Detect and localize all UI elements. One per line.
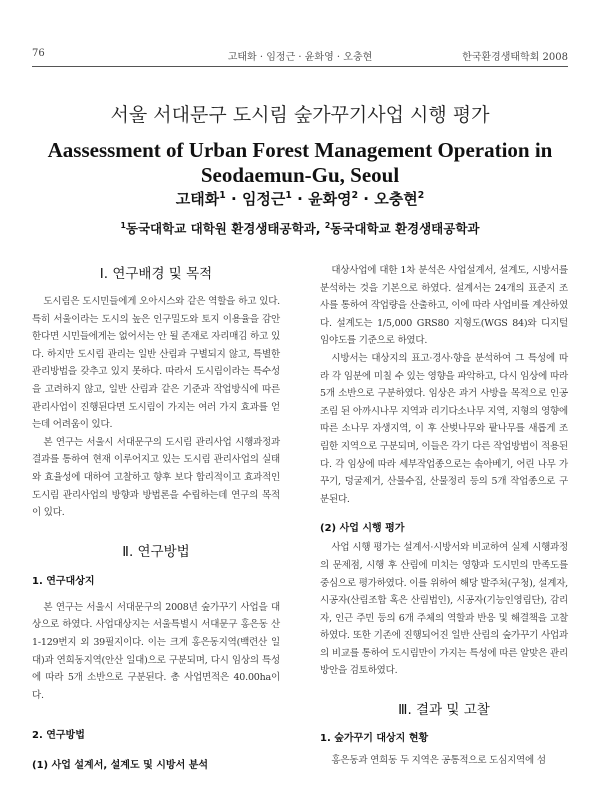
section-1-paragraph-1: 도시림은 도시민들에게 오아시스와 같은 역할을 하고 있다. 특히 서울이라는 도시의 높은 인구밀도와 토지 이용율을 감안한다면 시민들에게는 없어서는 안 될 존재로 자리매김 하고 있다. 하지만 도시림 관리는 일반 산림과 구별되지 않고, 특별한 관리방법을 갖추고 있지 못하다. 따라서 도시림이라는 특수성을 고려하지 않고, 일반 산림과 같은 기준과 작업방식에 따른 관리사업이 진행된다면 도시림이 가지는 여러 가지 효과를 얻는데 어려움이 있다.: [32, 296, 280, 431]
right-column: [320, 262, 568, 770]
right-paragraph-3: 사업 시행 평가는 설계서·시방서와 비교하여 실제 시행과정의 문제점, 시행 후 산림에 미치는 영향과 도시민의 만족도를 중심으로 평가하였다. 이를 위하여 해당 발주처(구청), 설계자, 시공자(산림조합 혹은 산림법인), 시공자(기능인영림단), 감리자, 인근 주민 등의 6개 주체의 역할과 반응 및 해결책을 고찰하였다. 또한 기존에 진행되어진 일반 산림의 숲가꾸기 사업과의 비교를 통하여 도시림만이 가지는 특성에 따른 알맞은 관리방안을 검토하였다.: [320, 542, 568, 677]
running-header-journal: 한국환경생태학회 2008: [462, 52, 568, 63]
english-title: [0, 138, 600, 188]
affiliations: [0, 219, 600, 237]
subsection-2-heading: 2. 연구방법: [32, 730, 85, 742]
author-name: 윤화영: [308, 190, 352, 208]
right-paragraph-2: 시방서는 대상지의 표고·경사·향을 분석하여 그 특성에 따라 각 임분에 미칠 수 있는 영향을 파악하고, 다시 임상에 따라 5개 소반으로 구분하였다. 임상은 과거 사방을 목적으로 인공조림 된 아까시나무 지역과 리기다소나무 지역, 지형의 영향에 따른 소나무 자생지역, 이 후 산벚나무와 팥나무를 새롭게 조림한 지역으로 구분되며, 이들은 각기 다른 작업방법이 적용된다. 각 임상에 따라 세부작업종으로는 솎아베기, 어린 나무 가꾸기, 덩굴제거, 산물수집, 산물정리 등의 5개 작업종으로 구분된다.: [320, 352, 568, 505]
subsection-2-2-heading: (2) 사업 시행 평가: [320, 523, 405, 535]
right-paragraph-1: 대상사업에 대한 1차 분석은 사업설계서, 설계도, 시방서를 분석하는 것을 기본으로 하였다. 설계서는 24개의 표준지 조사를 통하여 작업량을 산출하고, 이에 따라 사업비를 계산하였다. 설계도는 1/5,000 GRS80 지형도(WGS 84)와 디지털 임야도를 기준으로 하였다.: [320, 265, 568, 347]
author-sup: 1: [285, 190, 292, 201]
right-paragraph-4: 홍은동과 연희동 두 지역은 공통적으로 도심지역에 섬: [331, 755, 546, 767]
subsection-3-1-heading: 1. 숲가꾸기 대상지 현황: [320, 733, 429, 745]
left-column: [32, 262, 280, 771]
author-sup: 2: [351, 190, 359, 201]
author-name: 임정근: [241, 190, 286, 208]
separator: ·: [297, 190, 303, 208]
separator: ·: [363, 190, 369, 208]
affiliation-2: 동국대학교 환경생태공학과: [330, 221, 480, 236]
separator: ·: [231, 190, 237, 208]
subsection-1-paragraph: 본 연구는 서울시 서대문구의 2008년 숲가꾸기 사업을 대상으로 하였다. 사업대상지는 서울특별시 서대문구 홍은동 산1-129번지 외 39필지이다. 이는 크게 홍은동지역(백련산 일대)과 연희동지역(안산 일대)으로 구분되며, 다시 임상의 특성에 따라 5개 소반으로 구분된다. 총 사업면적은 40.00ha이다.: [32, 601, 280, 701]
english-title-line2: Seodaemun-Gu, Seoul: [200, 163, 400, 187]
author-name: 오충현: [374, 190, 418, 208]
korean-title: 서울 서대문구 도시림 숲가꾸기사업 시행 평가: [110, 104, 490, 126]
running-header-authors: 고태화 · 임정근 · 윤화영 · 오충현: [227, 52, 373, 63]
affiliation-1: 동국대학교 대학원 환경생태공학과,: [125, 221, 321, 236]
section-2-heading: Ⅱ. 연구방법: [122, 543, 190, 560]
author-sup: 1: [219, 190, 226, 201]
author-sup: 2: [417, 190, 425, 201]
section-1-heading: Ⅰ. 연구배경 및 목적: [99, 266, 213, 282]
section-1-paragraph-2: 본 연구는 서울시 서대문구의 도시림 관리사업 시행과정과 결과를 통하여 현재 이루어지고 있는 도시림 관리사업의 실태와 효율성에 대하여 고찰하고 향후 보다 합리적이고 효과적인 도시림 관리사업의 방향과 방법론을 수립하는데 연구의 목적이 있다.: [32, 436, 280, 519]
subsection-2-1-heading: (1) 사업 설계서, 설계도 및 시방서 분석: [32, 760, 209, 772]
author-name: 고태화: [175, 190, 220, 208]
page-number: 76: [32, 48, 45, 59]
english-title-line1: Aassessment of Urban Forest Management Operation in: [47, 138, 553, 162]
affil-sup: 2: [324, 220, 331, 230]
subsection-1-heading: 1. 연구대상지: [32, 575, 95, 587]
header-rule: [32, 66, 568, 67]
affil-sup: 1: [120, 220, 126, 230]
section-3-heading: Ⅲ. 결과 및 고찰: [398, 702, 490, 719]
author-list: [0, 188, 600, 209]
